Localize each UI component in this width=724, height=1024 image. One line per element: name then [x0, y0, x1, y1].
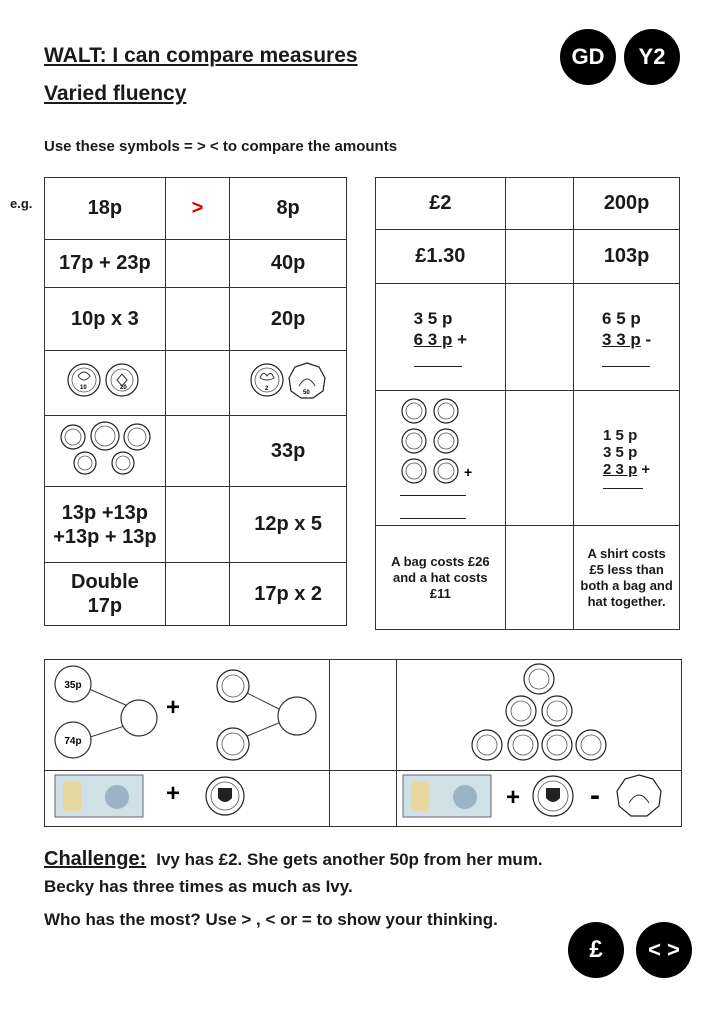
table-row: [45, 288, 347, 351]
whole-circle: [121, 700, 157, 736]
cell-left: 17p + 23p: [45, 240, 166, 288]
cell-right: 12p x 5: [230, 487, 347, 563]
note-plus-coin-minus-coin: [399, 771, 679, 821]
cell-left: 18p: [45, 178, 166, 240]
symbol-cell[interactable]: [165, 351, 229, 416]
symbol-cell[interactable]: [165, 240, 229, 288]
challenge-line-2: Becky has three times as much as Ivy.: [44, 877, 353, 896]
cell-left: Double 17p: [45, 563, 166, 626]
table-row: [376, 178, 680, 230]
symbol-cell[interactable]: [329, 660, 396, 771]
column-addition: [414, 308, 467, 367]
walt-label: WALT:: [44, 44, 107, 67]
column-subtraction: [602, 308, 651, 367]
operator-minus: -: [645, 329, 652, 349]
10p-20p-coins-icon: [62, 358, 148, 402]
cell-right: 200p: [574, 178, 680, 230]
symbol-cell[interactable]: [329, 771, 396, 827]
addend-2: 3 5 p: [603, 444, 638, 461]
gd-badge: GD: [560, 29, 616, 85]
page-subtitle: Varied fluency: [44, 82, 187, 105]
example-label: e.g.: [10, 196, 33, 211]
small-coins-stack-icon: [400, 397, 480, 487]
part-whole-models: [47, 660, 327, 765]
three-number-addition: [603, 427, 650, 489]
challenge-line-3: Who has the most? Use > , < or = to show your thinking.: [44, 910, 498, 929]
cell-left: [376, 284, 506, 391]
challenge-label: Challenge:: [44, 848, 147, 870]
table-row: [45, 178, 347, 240]
table-row: [45, 660, 682, 771]
answer-line: [603, 488, 643, 489]
answer-line: [400, 518, 466, 519]
right-comparison-table: [375, 177, 680, 630]
page-title: [44, 44, 358, 68]
table-row: [45, 771, 682, 827]
table-row: [45, 351, 347, 416]
bottom-comparison-table: [44, 659, 682, 827]
cell-right: [574, 391, 680, 526]
answer-line: [602, 366, 650, 367]
cell-right: 20p: [230, 288, 347, 351]
table-row: [45, 487, 347, 563]
bubble-b-label: 74p: [64, 736, 82, 747]
addend-3: 2 3 p: [603, 461, 638, 478]
subtrahend: 3 3 p: [602, 329, 641, 349]
cell-right: [230, 351, 347, 416]
compare-badge: < >: [636, 922, 692, 978]
challenge-heading: [44, 848, 543, 871]
bag-hat-word-problem: A bag costs £26 and a hat costs £11: [376, 526, 506, 630]
cell-left: £2: [376, 178, 506, 230]
coin-group-icon: [55, 419, 155, 477]
symbol-cell[interactable]: [165, 416, 229, 487]
cell-right: [574, 284, 680, 391]
cell-right: 40p: [230, 240, 347, 288]
symbol-cell[interactable]: [165, 288, 229, 351]
coin-pyramid-icon: [469, 663, 609, 763]
coin-pyramid-cell: [397, 660, 682, 771]
cell-left: [45, 416, 166, 487]
y2-badge: Y2: [624, 29, 680, 85]
plus-sign: +: [165, 694, 180, 721]
5-pound-note-plus-coin: [47, 771, 327, 821]
table-row: [376, 284, 680, 391]
cell-right: 103p: [574, 230, 680, 284]
cell-left: [45, 351, 166, 416]
svg-text:2: 2: [265, 386, 269, 392]
walt-text: I can compare measures: [106, 44, 358, 67]
table-row: [45, 416, 347, 487]
cell-left: [376, 391, 506, 526]
cell-left: 10p x 3: [45, 288, 166, 351]
symbol-cell[interactable]: [505, 526, 574, 630]
symbol-cell[interactable]: [505, 230, 574, 284]
cell-right: 33p: [230, 416, 347, 487]
symbol-cell[interactable]: [505, 178, 574, 230]
operator-plus: +: [464, 464, 473, 480]
plus-sign: +: [506, 784, 521, 811]
pound-badge: £: [568, 922, 624, 978]
symbol-cell[interactable]: [165, 487, 229, 563]
table-row: [45, 240, 347, 288]
table-row: [376, 391, 680, 526]
table-row: [45, 563, 347, 626]
svg-text:50: 50: [303, 390, 310, 396]
bubble-a-label: 35p: [64, 680, 82, 691]
table-row: [376, 526, 680, 630]
addend-bottom: 6 3 p: [413, 329, 453, 349]
answer-line: [414, 366, 462, 367]
note-coin-coin-cell: [397, 771, 682, 827]
shirt-word-problem: A shirt costs £5 less than both a bag and hat together.: [574, 526, 680, 630]
2p-50p-coins-icon: [243, 356, 333, 404]
left-comparison-table: [44, 177, 347, 626]
minuend: 6 5 p: [602, 308, 641, 328]
operator-plus: +: [641, 461, 651, 478]
plus-sign: +: [165, 780, 180, 807]
cell-left: £1.30: [376, 230, 506, 284]
cell-left: 13p +13p +13p + 13p: [45, 487, 166, 563]
svg-text:20: 20: [119, 385, 127, 391]
challenge-line-1: Ivy has £2. She gets another 50p from her mum.: [156, 850, 543, 869]
answer-line: [400, 495, 466, 496]
symbol-cell[interactable]: [505, 391, 574, 526]
operator-plus: +: [457, 329, 468, 349]
svg-text:10: 10: [79, 385, 87, 391]
cell-right: 17p x 2: [230, 563, 347, 626]
symbol-cell[interactable]: [505, 284, 574, 391]
whole-circle: [278, 697, 316, 735]
addend-top: 3 5 p: [413, 308, 453, 328]
addend-1: 1 5 p: [603, 427, 638, 444]
symbol-cell[interactable]: [165, 563, 229, 626]
symbol-cell[interactable]: >: [165, 178, 229, 240]
table-row: [376, 230, 680, 284]
cell-right: 8p: [230, 178, 347, 240]
note-coin-cell: [45, 771, 330, 827]
minus-sign: -: [590, 779, 601, 812]
instruction-text: Use these symbols = > < to compare the amounts: [44, 138, 398, 155]
part-whole-cell: [45, 660, 330, 771]
